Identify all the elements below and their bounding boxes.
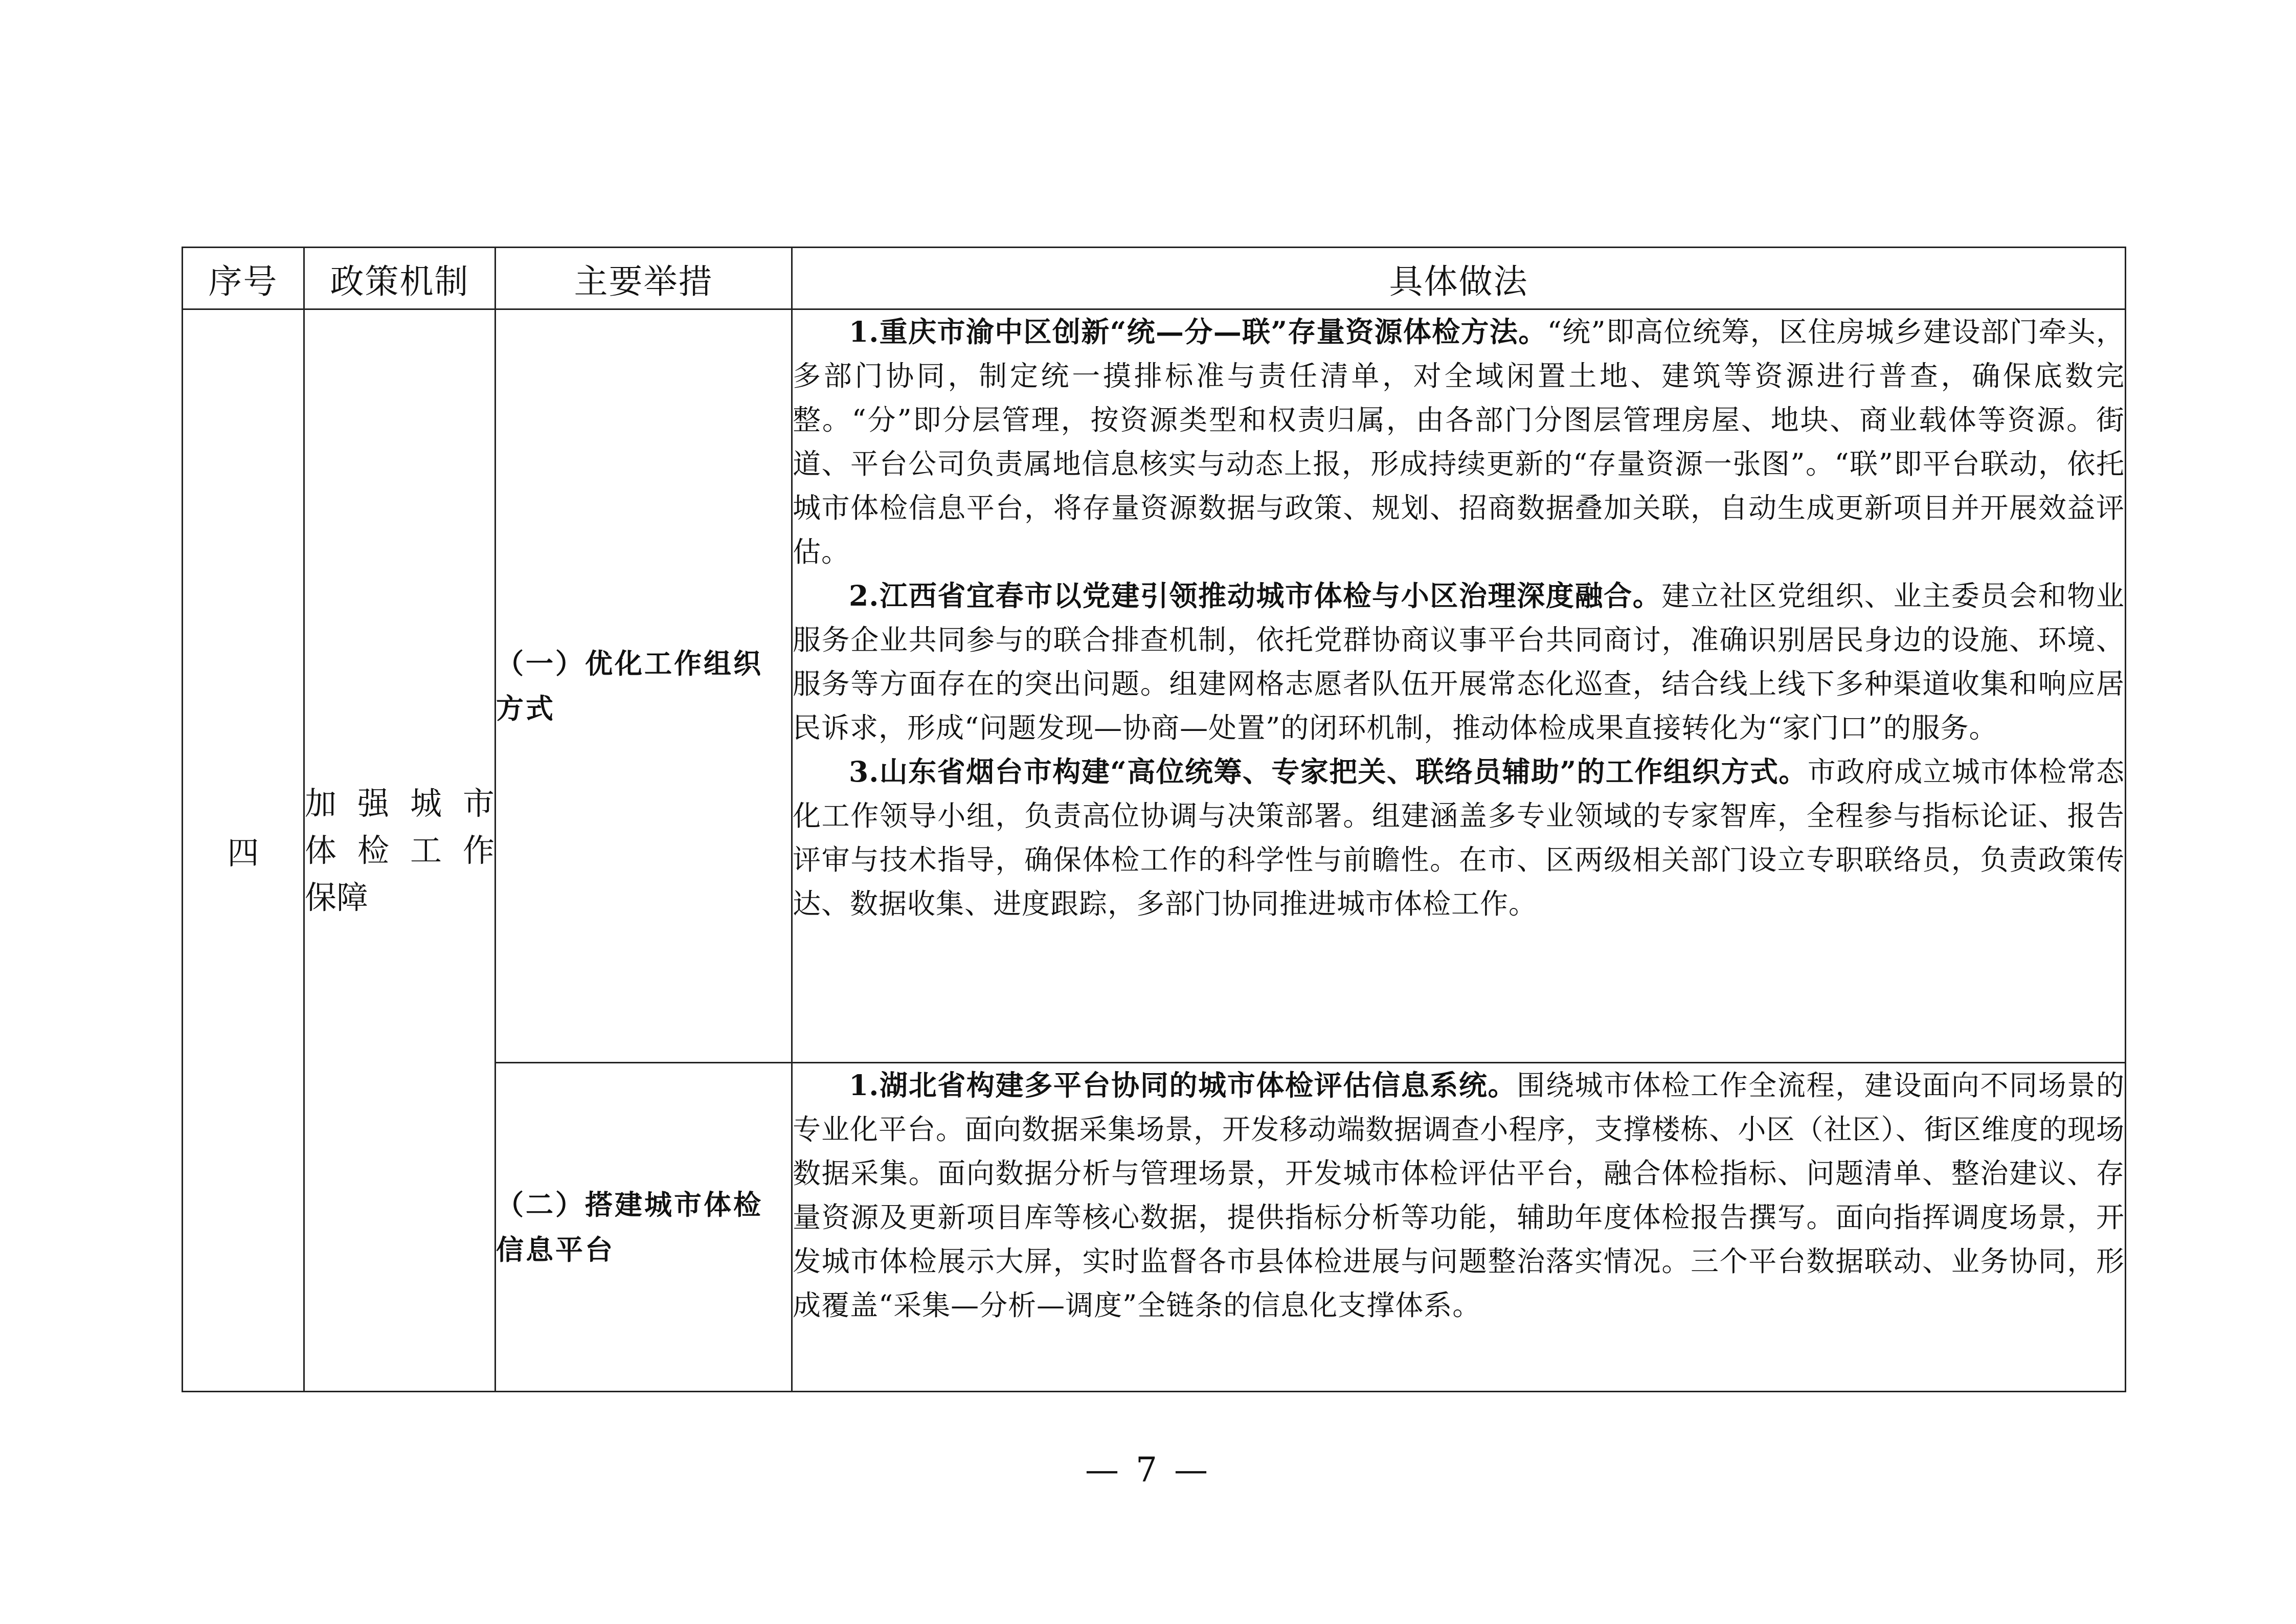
detail-item-title: 3.山东省烟台市构建“高位统筹、专家把关、联络员辅助”的工作组织方式。 [849, 755, 1808, 788]
header-measure: 主要举措 [496, 248, 792, 309]
detail-item-title: 1.重庆市渝中区创新“统—分—联”存量资源体检方法。 [849, 315, 1547, 348]
mechanism-line: 保障 [305, 878, 369, 916]
detail-item-title: 1.湖北省构建多平台协同的城市体检评估信息系统。 [849, 1069, 1517, 1102]
measure-cell-1: （一）优化工作组织方式 [496, 309, 792, 1063]
header-seq: 序号 [183, 248, 304, 309]
detail-cell-1 [792, 309, 2126, 1063]
detail-item-body: 围绕城市体检工作全流程，建设面向不同场景的专业化平台。面向数据采集场景，开发移动端数据调查小程序，支撑楼栋、小区（社区）、街区维度的现场数据采集。面向数据分析与管理场景，开发城市体检评估平台，融合体检指标、问题清单、整治建议、存量资源及更新项目库等核心数据，提供指标分析等功能，辅助年度体检报告撰写。面向指挥调度场景，开发城市体检展示大屏，实时监督各市县体检进展与问题整治落实情况。三个平台数据联动、业务协同，形成覆盖“采集—分析—调度”全链条的信息化支撑体系。 [793, 1069, 2125, 1322]
detail-paragraph [793, 574, 2125, 750]
detail-paragraph [793, 750, 2125, 926]
mechanism-line: 加强城市 [305, 784, 494, 822]
detail-cell-2 [792, 1063, 2126, 1392]
detail-item-body: 市政府成立城市体检常态化工作领导小组，负责高位协调与决策部署。组建涵盖多专业领域的专家智库，全程参与指标论证、报告评审与技术指导，确保体检工作的科学性与前瞻性。在市、区两级相关部门设立专职联络员，负责政策传达、数据收集、进度跟踪，多部门协同推进城市体检工作。 [793, 755, 2125, 920]
mechanism-line: 体检工作 [305, 831, 494, 869]
policy-table [182, 247, 2126, 1392]
row-seq: 四 [183, 309, 304, 1392]
detail-item-title: 2.江西省宜春市以党建引领推动城市体检与小区治理深度融合。 [849, 579, 1662, 612]
header-detail: 具体做法 [792, 248, 2126, 309]
measure-cell-2: （二）搭建城市体检信息平台 [496, 1063, 792, 1392]
table-row [183, 309, 2126, 1063]
detail-item-body: 建立社区党组织、业主委员会和物业服务企业共同参与的联合排查机制，依托党群协商议事平台共同商讨，准确识别居民身边的设施、环境、服务等方面存在的突出问题。组建网格志愿者队伍开展常态化巡查，结合线上线下多种渠道收集和响应居民诉求，形成“问题发现—协商—处置”的闭环机制，推动体检成果直接转化为“家门口”的服务。 [793, 580, 2125, 744]
detail-paragraph [793, 310, 2125, 574]
page-number: — 7 — [1085, 1450, 1211, 1489]
row-mechanism [304, 309, 496, 1392]
detail-paragraph [793, 1063, 2125, 1327]
header-mechanism: 政策机制 [304, 248, 496, 309]
table-header-row [183, 248, 2126, 309]
detail-item-body: “统”即高位统筹，区住房城乡建设部门牵头，多部门协同，制定统一摸排标准与责任清单，对全域闲置土地、建筑等资源进行普查，确保底数完整。“分”即分层管理，按资源类型和权责归属，由各部门分图层管理房屋、地块、商业载体等资源。街道、平台公司负责属地信息核实与动态上报，形成持续更新的“存量资源一张图”。“联”即平台联动，依托城市体检信息平台，将存量资源数据与政策、规划、招商数据叠加关联，自动生成更新项目并开展效益评估。 [793, 316, 2125, 568]
